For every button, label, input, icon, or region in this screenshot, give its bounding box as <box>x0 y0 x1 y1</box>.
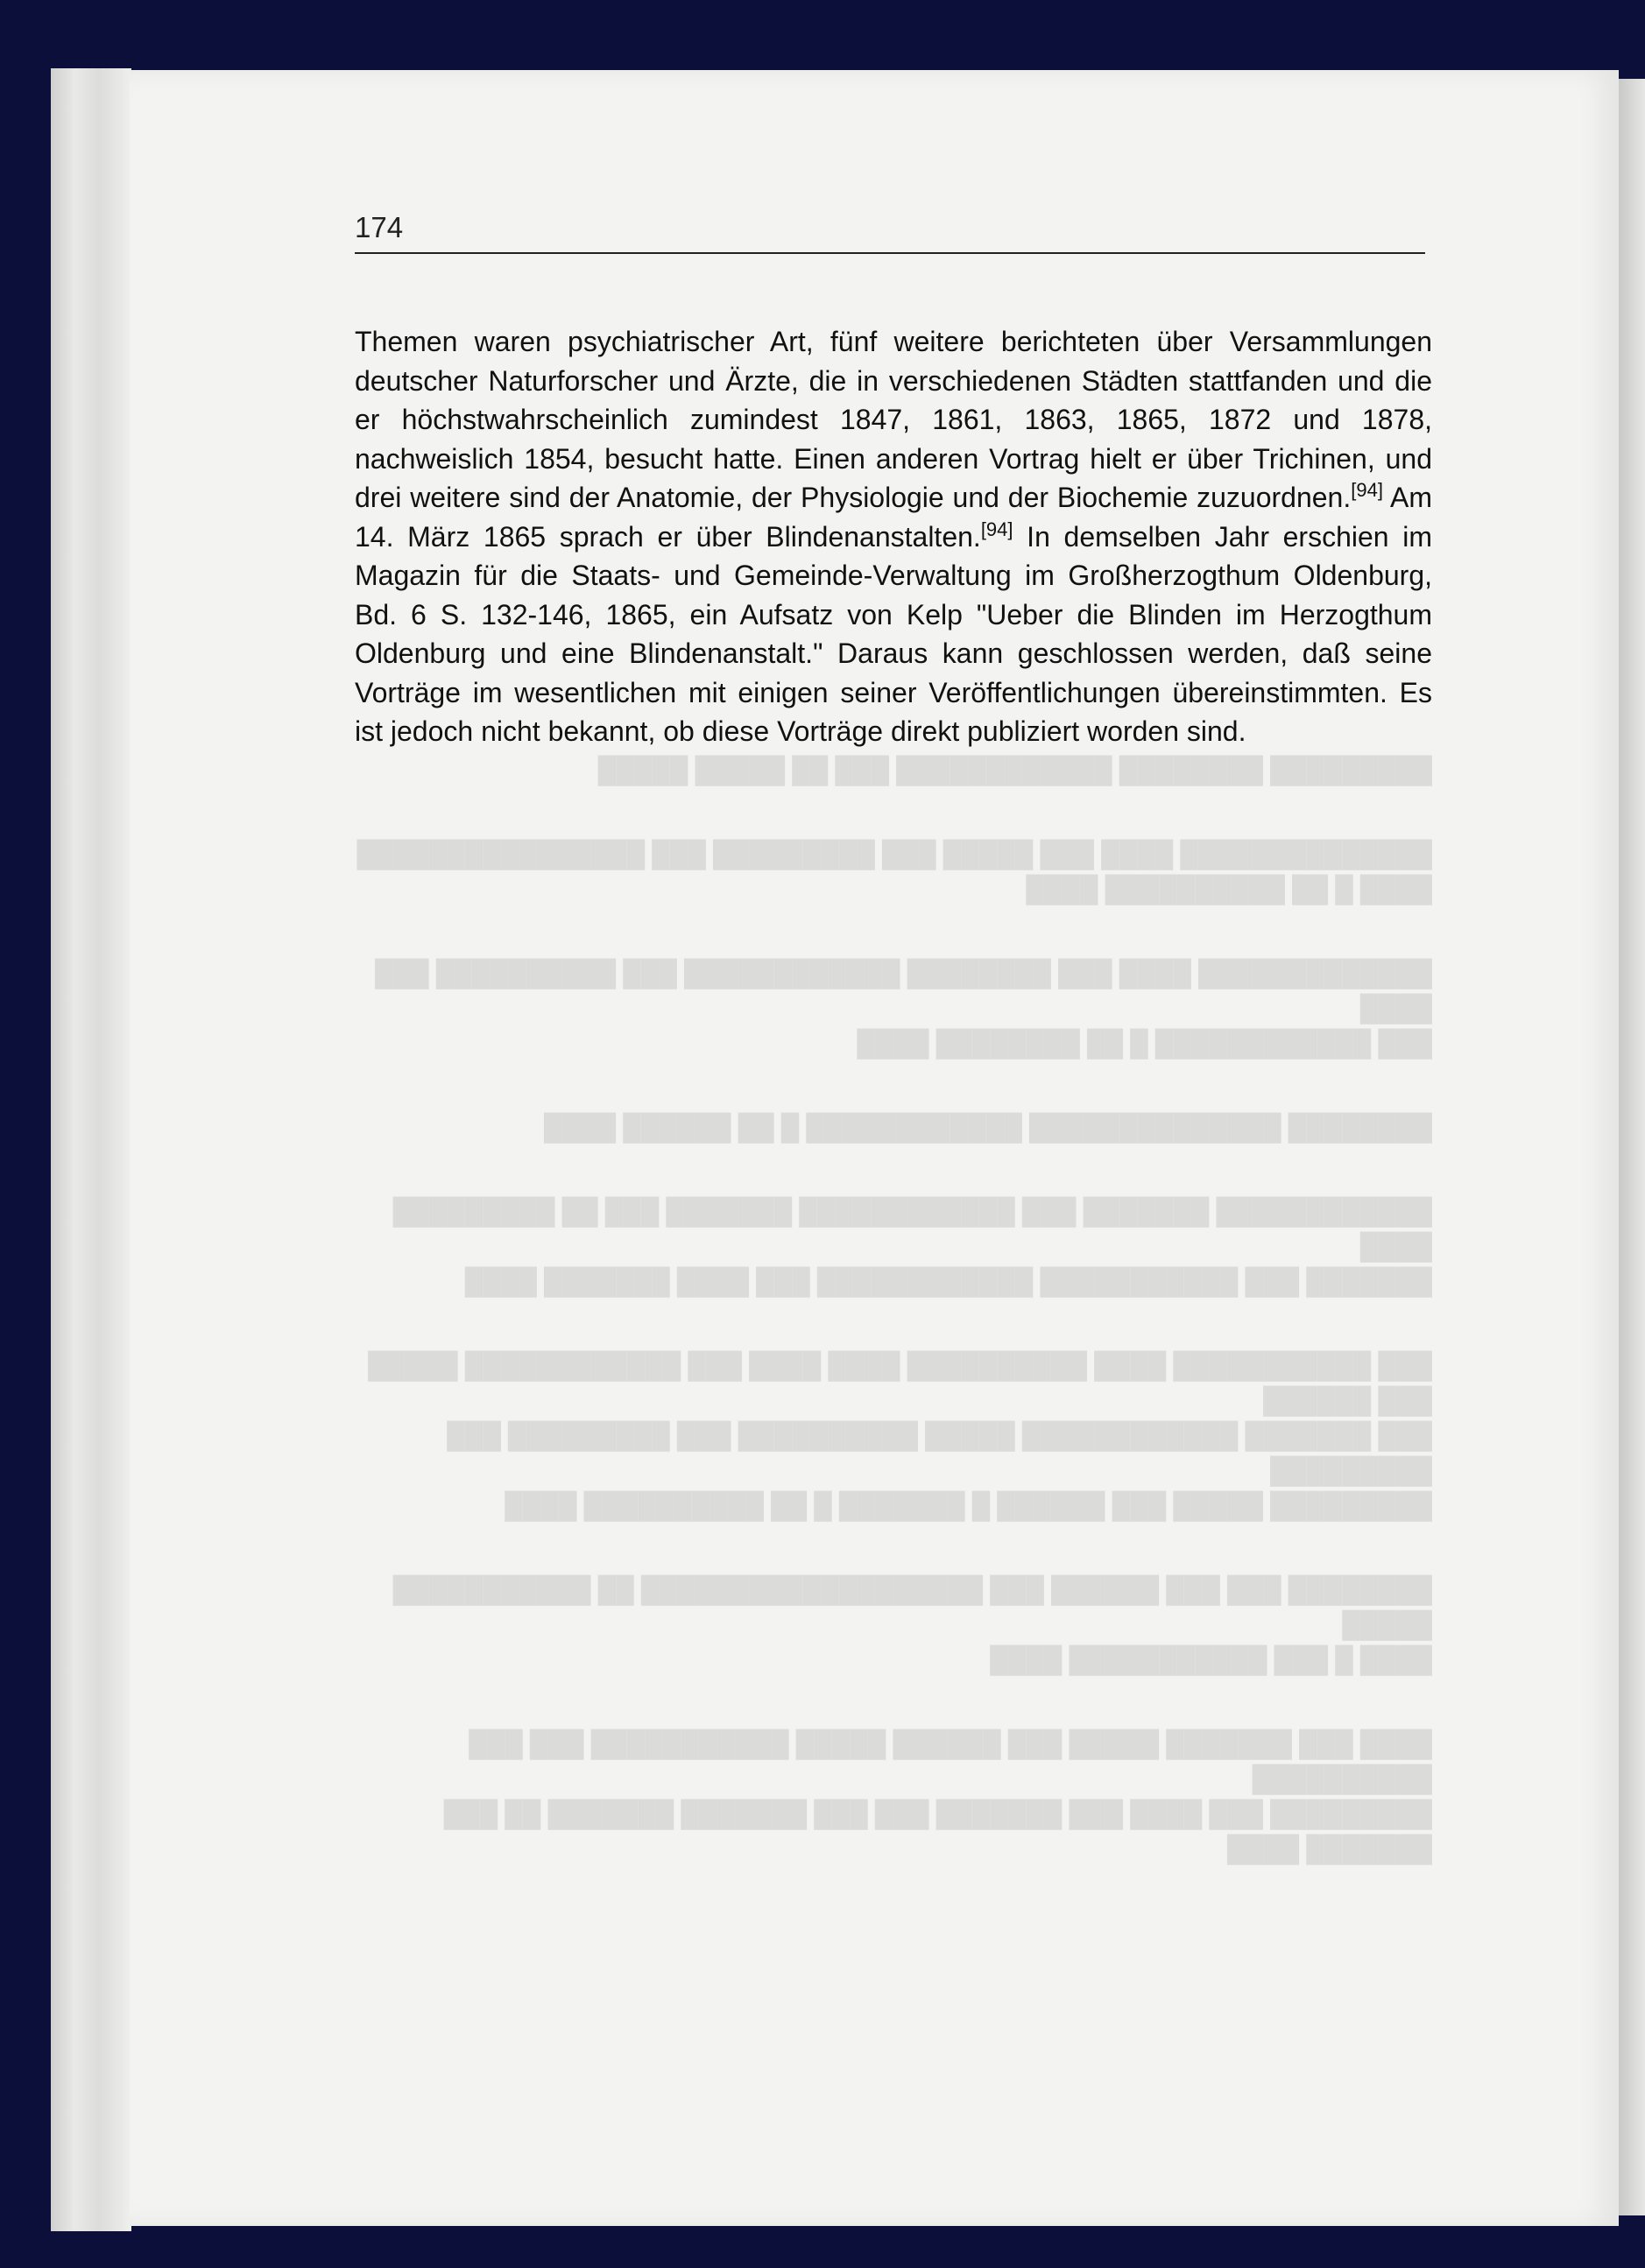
paragraph-text-3: In demselben Jahr erschien im Magazin für die Staats- und Gemeinde-Verwaltung im Großherzogthum Oldenburg, Bd. 6 S. 132-146, 1865, ein Aufsatz von Kelp "Ueber die Blinden im Herzogthum Oldenburg und eine Blindenanstalt." Daraus kann geschlossen werden, daß seine Vorträge im wesentlichen mit einigen seiner Veröffentlichungen übereinstimmten. Es ist jedoch nicht bekannt, ob diese Vorträge direkt publiziert worden sind. <box>355 520 1433 747</box>
footnote-ref-2: [94] <box>980 518 1013 540</box>
page-header <box>355 210 1425 254</box>
show-through-texture: █████████ ████████ ████████████ ███ ██ █████ █████ ██████████████ ████ ███ █████ ███ █████████ ███ ████████████████ ████ █ ██ ██████████ ████ █████████████ ████ ███ ████████ ████████████ ███ ██████████ ███ ████ ███ ████████████ █ ██ ████████ ████ ████████ ██████████████ ████████████ █ ██ ██████ ████ ████████████ ███████ ███ ████████████ ███████ ███ ██ █████████ ████ ███████ ███ ███████████ ████████████ ███ ████ ███████ ████ ███ ███████████ ████ ██████████ ████ ████ ███ ████████████ █████ ███ ██████ ███ ███████ ████████████ █████ ██████████ ███ █████████ ███ █████████ █████████ █████ ███ ██████ █ ███████ █ ██ ██████████ ████ ████████ ███ ███ ██████ ███ ███████████████████ ██ ███████████ █████ ████ █ ███ ███████████ ████ ████ ███ ███████ █████ ███ ██████ █████ ███████████ ███ ███ ██████████ █████████ ███ ████ ███ ███████ ███ ███ ███████ ███████ ██ ███ ███████ ████ <box>357 757 1432 1863</box>
book-right-edge <box>1619 79 1645 2215</box>
page-number: 174 <box>355 211 404 243</box>
paragraph-text-2: Am 14. März 1865 sprach er über Blindenanstalten. <box>355 482 1433 553</box>
footnote-ref-1: [94] <box>1351 479 1383 501</box>
body-paragraph <box>355 322 1432 751</box>
paragraph-text-1: Themen waren psychiatrischer Art, fünf weitere berichteten über Versammlungen deutscher Naturforscher und Ärzte, die in verschiedenen Städten stattfanden und die er höchstwahrscheinlich zumindest 1847, 1861, 1863, 1865, 1872 und 1878, nachweislich 1854, besucht hatte. Einen anderen Vortrag hielt er über Trichinen, und drei weitere sind der Anatomie, der Physiologie und der Biochemie zuzuordnen. <box>355 326 1432 513</box>
book-page-edges <box>51 68 131 2231</box>
